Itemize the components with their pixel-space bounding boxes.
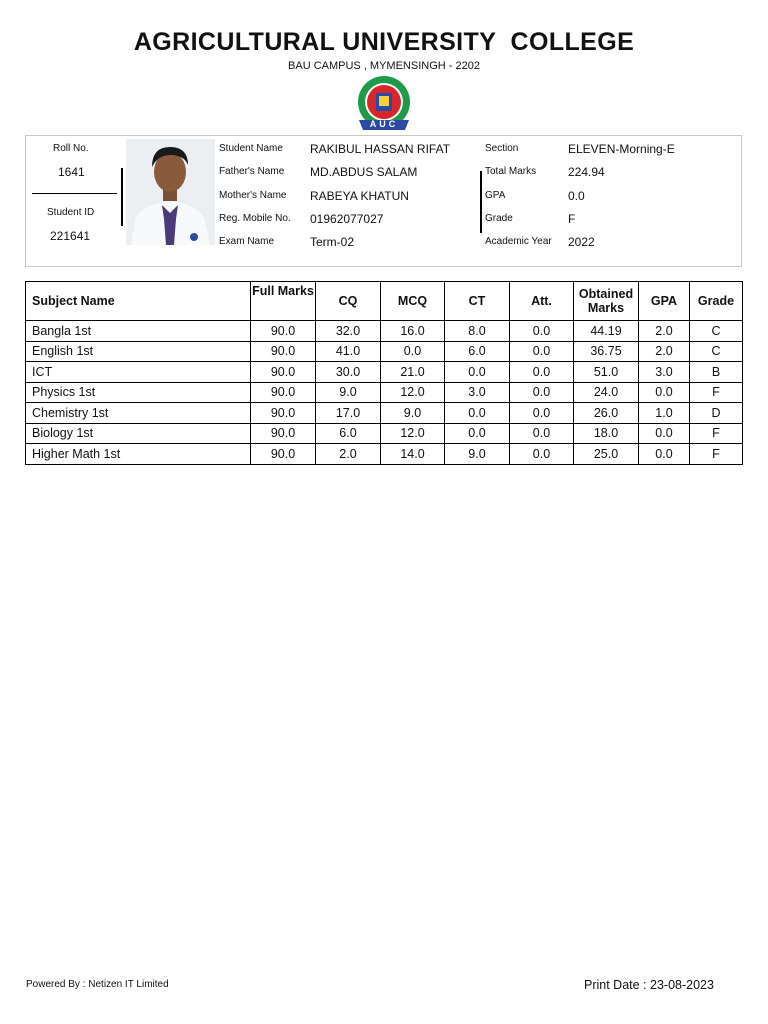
- cq-cell: 30.0: [316, 362, 381, 383]
- att-cell: 0.0: [510, 362, 574, 383]
- header-gpa: GPA: [639, 282, 690, 321]
- subject-cell: English 1st: [26, 341, 251, 362]
- mobile-label: Reg. Mobile No.: [219, 213, 291, 224]
- subject-cell: Higher Math 1st: [26, 444, 251, 465]
- table-row: [26, 403, 743, 424]
- full-marks-cell: 90.0: [251, 362, 316, 383]
- college-logo: [349, 74, 419, 134]
- full-marks-cell: 90.0: [251, 341, 316, 362]
- ct-cell: 0.0: [445, 362, 510, 383]
- att-cell: 0.0: [510, 423, 574, 444]
- mother-name-value: RABEYA KHATUN: [310, 189, 409, 203]
- subject-cell: Biology 1st: [26, 423, 251, 444]
- header-subject-name: Subject Name: [26, 282, 251, 321]
- gpa-cell: 2.0: [639, 341, 690, 362]
- grade-cell: F: [690, 382, 743, 403]
- student-info-box: [25, 135, 742, 267]
- header-grade: Grade: [690, 282, 743, 321]
- college-title: AGRICULTURAL UNIVERSITY COLLEGE: [133, 28, 635, 56]
- results-table: [25, 281, 743, 465]
- roll-divider: [32, 193, 117, 194]
- ct-cell: 0.0: [445, 403, 510, 424]
- student-photo: [126, 139, 215, 245]
- father-name-label: Father's Name: [219, 166, 285, 177]
- gpa-cell: 1.0: [639, 403, 690, 424]
- table-row: [26, 382, 743, 403]
- mcq-cell: 12.0: [381, 423, 445, 444]
- cq-cell: 32.0: [316, 321, 381, 342]
- ct-cell: 0.0: [445, 423, 510, 444]
- subject-cell: Bangla 1st: [26, 321, 251, 342]
- gpa-cell: 2.0: [639, 321, 690, 342]
- id-divider: [121, 168, 123, 226]
- obtained-marks-cell: 25.0: [574, 444, 639, 465]
- grade-cell: C: [690, 321, 743, 342]
- header-ct: CT: [445, 282, 510, 321]
- subject-cell: ICT: [26, 362, 251, 383]
- section-label: Section: [485, 143, 519, 154]
- obtained-marks-cell: 51.0: [574, 362, 639, 383]
- grade-cell: F: [690, 423, 743, 444]
- header-obtained-marks: Obtained Marks: [574, 282, 639, 321]
- print-date-text: Print Date : 23-08-2023: [584, 978, 714, 992]
- grade-cell: C: [690, 341, 743, 362]
- gpa-cell: 0.0: [639, 444, 690, 465]
- cq-cell: 2.0: [316, 444, 381, 465]
- grade-label: Grade: [485, 213, 513, 224]
- table-header-row: [26, 282, 743, 321]
- student-id-label: Student ID: [47, 207, 95, 218]
- academic-year-value: 2022: [568, 235, 595, 249]
- obtained-marks-cell: 24.0: [574, 382, 639, 403]
- full-marks-cell: 90.0: [251, 403, 316, 424]
- mcq-cell: 14.0: [381, 444, 445, 465]
- table-row: [26, 341, 743, 362]
- table-row: [26, 444, 743, 465]
- header-full-marks: Full Marks: [251, 282, 316, 321]
- obtained-marks-cell: 36.75: [574, 341, 639, 362]
- college-address: BAU CAMPUS , MYMENSINGH - 2202: [288, 60, 480, 72]
- mother-name-label: Mother's Name: [219, 190, 287, 201]
- grade-cell: B: [690, 362, 743, 383]
- cq-cell: 6.0: [316, 423, 381, 444]
- grade-cell: F: [690, 444, 743, 465]
- subject-cell: Physics 1st: [26, 382, 251, 403]
- subject-cell: Chemistry 1st: [26, 403, 251, 424]
- cq-cell: 41.0: [316, 341, 381, 362]
- grade-value: F: [568, 212, 576, 226]
- student-name-label: Student Name: [219, 143, 283, 154]
- section-value: ELEVEN-Morning-E: [568, 142, 675, 156]
- ct-cell: 6.0: [445, 341, 510, 362]
- father-name-value: MD.ABDUS SALAM: [310, 165, 418, 179]
- header-att: Att.: [510, 282, 574, 321]
- mcq-cell: 9.0: [381, 403, 445, 424]
- table-row: [26, 362, 743, 383]
- header-mcq: MCQ: [381, 282, 445, 321]
- obtained-marks-cell: 26.0: [574, 403, 639, 424]
- grade-cell: D: [690, 403, 743, 424]
- gpa-cell: 3.0: [639, 362, 690, 383]
- academic-year-label: Academic Year: [485, 236, 552, 247]
- full-marks-cell: 90.0: [251, 321, 316, 342]
- obtained-marks-cell: 44.19: [574, 321, 639, 342]
- exam-name-label: Exam Name: [219, 236, 275, 247]
- header-cq: CQ: [316, 282, 381, 321]
- full-marks-cell: 90.0: [251, 423, 316, 444]
- mcq-cell: 0.0: [381, 341, 445, 362]
- gpa-cell: 0.0: [639, 423, 690, 444]
- roll-label: Roll No.: [53, 143, 89, 154]
- ct-cell: 9.0: [445, 444, 510, 465]
- cq-cell: 17.0: [316, 403, 381, 424]
- mcq-cell: 16.0: [381, 321, 445, 342]
- ct-cell: 3.0: [445, 382, 510, 403]
- logo-lettering: AUC: [369, 119, 399, 129]
- mcq-cell: 12.0: [381, 382, 445, 403]
- att-cell: 0.0: [510, 403, 574, 424]
- att-cell: 0.0: [510, 321, 574, 342]
- ct-cell: 8.0: [445, 321, 510, 342]
- student-id-value: 221641: [50, 229, 91, 243]
- att-cell: 0.0: [510, 382, 574, 403]
- gpa-cell: 0.0: [639, 382, 690, 403]
- powered-by-text: Powered By : Netizen IT Limited: [26, 979, 169, 990]
- mobile-value: 01962077027: [310, 212, 384, 226]
- obtained-marks-cell: 18.0: [574, 423, 639, 444]
- full-marks-cell: 90.0: [251, 382, 316, 403]
- roll-value: 1641: [58, 165, 85, 179]
- mcq-cell: 21.0: [381, 362, 445, 383]
- cq-cell: 9.0: [316, 382, 381, 403]
- table-row: [26, 321, 743, 342]
- att-cell: 0.0: [510, 341, 574, 362]
- att-cell: 0.0: [510, 444, 574, 465]
- student-name-value: RAKIBUL HASSAN RIFAT: [310, 142, 451, 156]
- total-marks-value: 224.94: [568, 165, 605, 179]
- right-column-divider: [480, 171, 482, 233]
- gpa-label: GPA: [485, 190, 506, 201]
- total-marks-label: Total Marks: [485, 166, 537, 177]
- table-row: [26, 423, 743, 444]
- gpa-value: 0.0: [568, 189, 585, 203]
- full-marks-cell: 90.0: [251, 444, 316, 465]
- exam-name-value: Term-02: [310, 235, 355, 249]
